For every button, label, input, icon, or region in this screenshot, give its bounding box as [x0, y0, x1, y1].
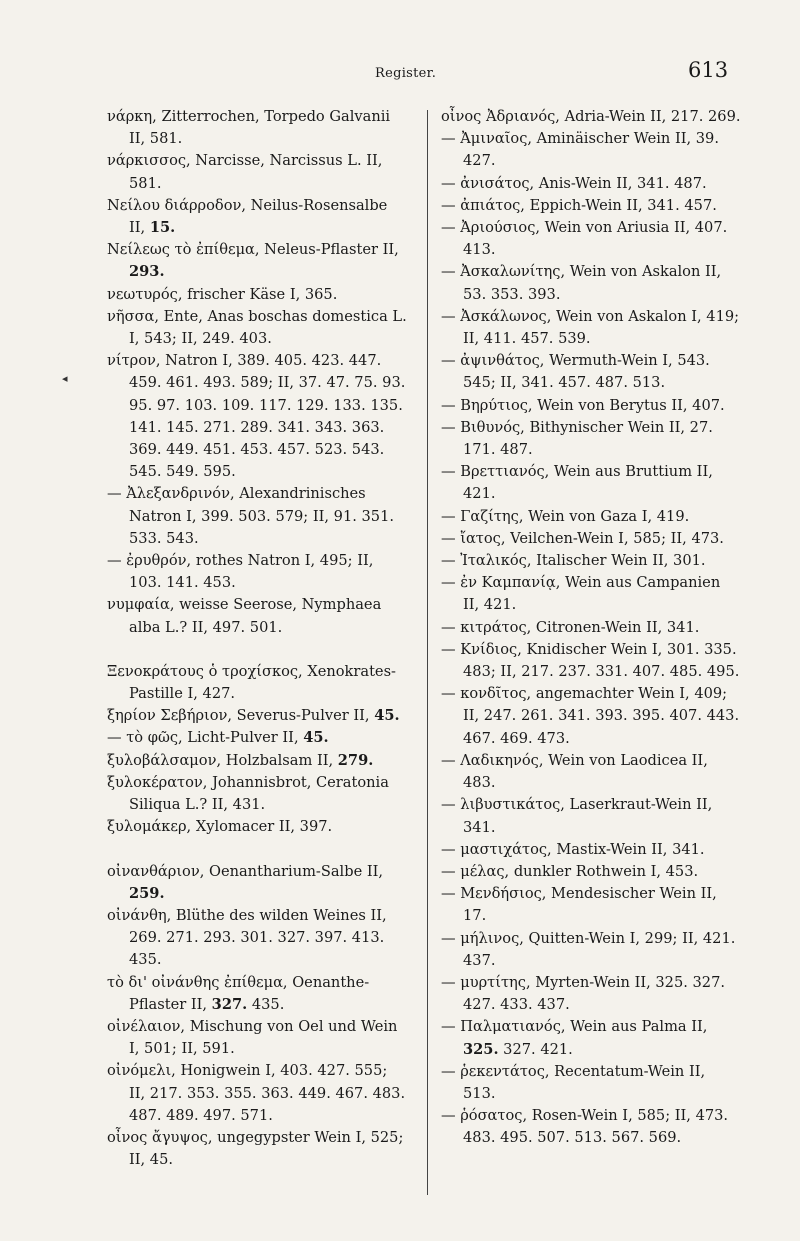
index-entry: νάρκισσος, Narcisse, Narcissus L. II, 581. [107, 152, 383, 192]
index-entry: — λιβυστικάτος, Laserkraut-Wein II, 341. [441, 796, 713, 836]
index-entry: — ἀψινθάτος, Wermuth-Wein I, 543. 545; II, 341. 457. 487. 513. [441, 352, 710, 392]
running-head: Register. [375, 66, 437, 81]
index-entry: — Λαδικηνός, Wein von Laodicea II, 483. [441, 751, 708, 792]
index-entry: — ἐν Καμπανίᾳ, Wein aus Campanien II, 421. [441, 574, 721, 614]
index-entry: — ῥεκεντάτος, Recentatum-Wein II, 513. [441, 1062, 706, 1102]
entry-gap [107, 639, 407, 661]
index-entry: — Μενδήσιος, Mendesischer Wein II, 17. [441, 885, 717, 925]
index-entry: — ἀνισάτος, Anis-Wein II, 341. 487. [441, 174, 707, 192]
index-entry: — Ἀμιναῖος, Aminäischer Wein II, 39. 427. [441, 130, 719, 170]
margin-mark: ◂ [62, 372, 68, 385]
index-entry: — Παλματιανός, Wein aus Palma II, 325. 327. 421. [441, 1018, 708, 1058]
index-entry: — Γαζίτης, Wein von Gaza I, 419. [441, 507, 690, 525]
index-entry: οἶνος Ἀδριανός, Adria-Wein II, 217. 269. [441, 108, 741, 125]
index-entry: οἰνόμελι, Honigwein I, 403. 427. 555; II, 217. 353. 355. 363. 449. 467. 483. 487. 489. 497. 571. [107, 1062, 406, 1124]
index-entry: — ἴατος, Veilchen-Wein I, 585; II, 473. [441, 529, 724, 547]
right-column [441, 106, 741, 1150]
index-entry: ξηρίον Σεβήριον, Severus-Pulver II, 45. [107, 707, 400, 725]
index-entry: τὸ δι' οἰνάνθης ἐπίθεμα, Oenanthe-Pflaster II, 327. 435. [107, 973, 370, 1013]
index-entry: — ἐρυθρόν, rothes Natron I, 495; II, 103. 141. 453. [107, 552, 374, 592]
index-entry: οἰνάνθη, Blüthe des wilden Weines II, 269. 271. 293. 301. 327. 397. 413. 435. [107, 906, 387, 969]
page-header [0, 58, 800, 88]
index-entry: Ξενοκράτους ὁ τροχίσκος, Xenokrates-Pastille I, 427. [107, 662, 396, 703]
left-column [107, 106, 407, 1171]
index-entry: — Ἀλεξανδρινόν, Alexandrinisches Natron I, 399. 503. 579; II, 91. 351. 533. 543. [107, 485, 395, 547]
index-entry: — Ἀσκάλωνος, Wein von Askalon I, 419; II, 411. 457. 539. [441, 307, 740, 348]
index-entry: — Βρεττιανός, Wein aus Bruttium II, 421. [441, 463, 713, 503]
index-entry: νυμφαία, weisse Seerose, Nymphaea alba L.? II, 497. 501. [107, 596, 382, 636]
index-entry: — τὸ φῶς, Licht-Pulver II, 45. [107, 729, 329, 747]
index-entry: — μυρτίτης, Myrten-Wein II, 325. 327. 427. 433. 437. [441, 973, 726, 1014]
page-number: 613 [688, 58, 729, 82]
index-entry: νάρκη, Zitterrochen, Torpedo Galvanii II, 581. [107, 108, 391, 148]
entry-gap [107, 839, 407, 861]
index-entry: — Ἀριούσιος, Wein von Ariusia II, 407. 413. [441, 219, 728, 259]
index-entry: οἰνέλαιον, Mischung von Oel und Wein I, 501; II, 591. [107, 1017, 398, 1058]
index-entry: — μέλας, dunkler Rothwein I, 453. [441, 862, 699, 880]
index-entry: νεωτυρός, frischer Käse I, 365. [107, 285, 338, 303]
index-entry: — μαστιχάτος, Mastix-Wein II, 341. [441, 840, 705, 858]
index-entry: ξυλομάκερ, Xylomacer II, 397. [107, 818, 333, 836]
index-entry: Νείλεως τὸ ἐπίθεμα, Neleus-Pflaster II, 293. [107, 241, 399, 281]
index-entry: — Ἰταλικός, Italischer Wein II, 301. [441, 552, 706, 570]
index-entry: νίτρον, Natron I, 389. 405. 423. 447. 459. 461. 493. 589; II, 37. 47. 75. 93. 95. 97. 103. 109. 117. 129. 133. 135. 141. 145. 271. 289. 341. 343. 363. 369. 449. 451. 453. 457. 523. 543. 545. 549. 595. [107, 352, 406, 481]
index-entry: ξυλοβάλσαμον, Holzbalsam II, 279. [107, 751, 374, 769]
index-entry: νῆσσα, Ente, Anas boschas domestica L. I, 543; II, 249. 403. [107, 307, 407, 348]
index-entry: — Ἀσκαλωνίτης, Wein von Askalon II, 53. 353. 393. [441, 263, 722, 303]
index-entry: — Κνίδιος, Knidischer Wein I, 301. 335. 483; II, 217. 237. 331. 407. 485. 495. [441, 640, 740, 681]
index-entry: οἶνος ἄγυψος, ungegypster Wein I, 525; II, 45. [107, 1128, 404, 1169]
index-entry: — μήλινος, Quitten-Wein I, 299; II, 421. 437. [441, 929, 736, 969]
index-entry: — ῥόσατος, Rosen-Wein I, 585; II, 473. 483. 495. 507. 513. 567. 569. [441, 1107, 729, 1147]
index-entry: ξυλοκέρατον, Johannisbrot, Ceratonia Siliqua L.? II, 431. [107, 773, 389, 814]
index-entry: — Βηρύτιος, Wein von Berytus II, 407. [441, 396, 725, 414]
column-rule [427, 110, 428, 1195]
index-entry: — ἀπιάτος, Eppich-Wein II, 341. 457. [441, 196, 717, 214]
index-entry: — κιτράτος, Citronen-Wein II, 341. [441, 618, 700, 636]
index-entry: — κονδῖτος, angemachter Wein I, 409; II, 247. 261. 341. 393. 395. 407. 443. 467. 469. 473. [441, 685, 740, 747]
index-entry: Νείλου διάρροδον, Neilus-Rosensalbe II, 15. [107, 196, 388, 237]
index-entry: οἰνανθάριον, Oenantharium-Salbe II, 259. [107, 862, 384, 902]
index-entry: — Βιθυνός, Bithynischer Wein II, 27. 171. 487. [441, 418, 713, 459]
